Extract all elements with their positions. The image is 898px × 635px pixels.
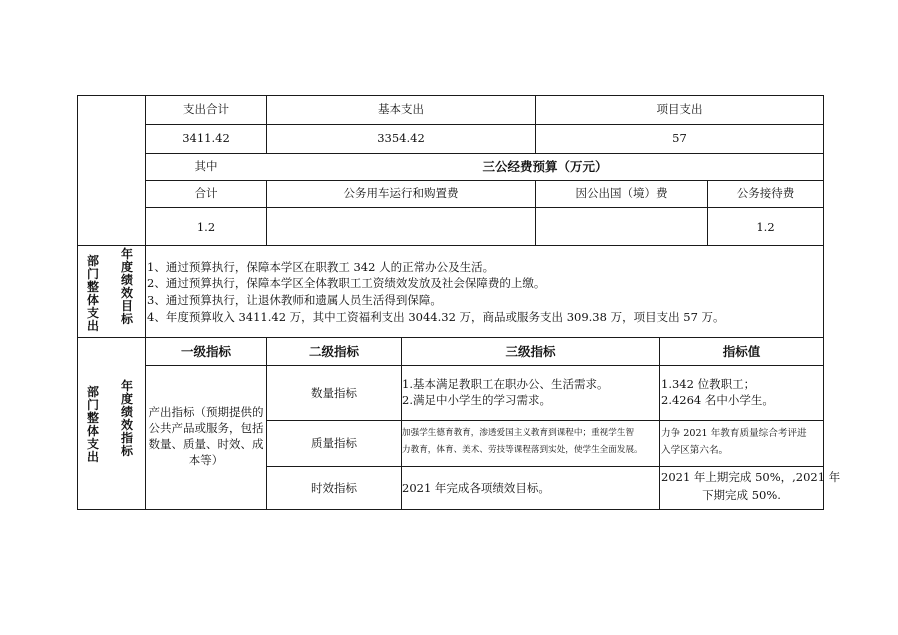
level2-quantity: 数量指标: [311, 386, 357, 400]
level2-timeliness: 时效指标: [311, 481, 357, 495]
rule: [77, 337, 823, 338]
rule: [266, 466, 823, 467]
rule: [145, 124, 823, 125]
rule: [77, 95, 823, 96]
rule: [145, 153, 823, 154]
value-line: 2.4264 名中小学生。: [661, 393, 774, 407]
level3-line: 2.满足中小学生的学习需求。: [402, 393, 551, 407]
value-line: 2021 年上期完成 50%，,2021 年: [661, 470, 841, 484]
rule: [145, 180, 823, 181]
header-project-expenditure: 项目支出: [656, 102, 703, 116]
value-line: 1.342 位教职工；: [661, 377, 756, 391]
value-line: 力争 2021 年教育质量综合考评进: [661, 428, 807, 439]
level3-line: 加强学生德育教育，渗透爱国主义教育到课程中；重视学生智: [402, 428, 635, 438]
value-line: 下期完成 50%.: [702, 488, 781, 502]
level3-line: 力教育，体育、美术、劳技等课程落到实处，使学生全面发展。: [402, 445, 643, 455]
goal-item: 2、通过预算执行，保障本学区全体教职工工资绩效发放及社会保障费的上缴。: [147, 276, 546, 290]
sangong-header-reception: 公务接待费: [736, 186, 795, 200]
level1-output-indicator: 产出指标（预期提供的公共产品或服务，包括数量、质量、时效、成本等）: [148, 405, 264, 467]
level3-line: 1.基本满足教职工在职办公、生活需求。: [402, 377, 609, 391]
header-level2: 二级指标: [308, 344, 359, 359]
sangong-value-total: 1.2: [196, 220, 216, 234]
indicators-side-label-right: 年度绩效指标: [120, 379, 133, 458]
rule: [77, 509, 823, 510]
header-level1: 一级指标: [180, 344, 231, 359]
level3-line: 2021 年完成各项绩效目标。: [402, 481, 550, 495]
rule: [145, 207, 823, 208]
goal-item: 3、通过预算执行，让退休教师和遗属人员生活得到保障。: [147, 293, 442, 307]
goal-item: 1、通过预算执行，保障本学区在职教工 342 人的正常办公及生活。: [147, 260, 495, 274]
sangong-header-vehicle: 公务用车运行和购置费: [343, 186, 459, 200]
goal-item: 4、年度预算收入 3411.42 万，其中工资福利支出 3044.32 万，商品或服务支出 309.38 万，项目支出 57 万。: [147, 310, 725, 324]
value-line: 入学区第六名。: [661, 445, 729, 456]
rule: [145, 365, 823, 366]
header-basic-expenditure: 基本支出: [378, 102, 424, 116]
rule: [823, 95, 824, 510]
sangong-header-total: 合计: [194, 186, 218, 200]
sangong-header-abroad: 因公出国（境）费: [575, 186, 668, 200]
rule: [266, 420, 823, 421]
value-basic-expenditure: 3354.42: [377, 131, 425, 145]
of-which-label: 其中: [194, 159, 218, 173]
indicators-side-label-left: 部门整体支出: [86, 385, 99, 464]
value-total-expenditure: 3411.42: [182, 131, 230, 145]
rule: [659, 337, 660, 509]
header-total-expenditure: 支出合计: [183, 102, 229, 116]
header-level3: 三级指标: [505, 344, 556, 359]
value-project-expenditure: 57: [672, 131, 687, 145]
goals-side-label-left: 部门整体支出: [86, 254, 99, 333]
rule: [77, 95, 78, 510]
level2-quality: 质量指标: [311, 436, 357, 450]
goals-side-label-right: 年度绩效目标: [120, 247, 133, 326]
header-indicator-value: 指标值: [722, 344, 761, 359]
sangong-title: 三公经费预算（万元）: [482, 159, 608, 174]
rule: [77, 245, 823, 246]
sangong-value-reception: 1.2: [756, 220, 775, 234]
